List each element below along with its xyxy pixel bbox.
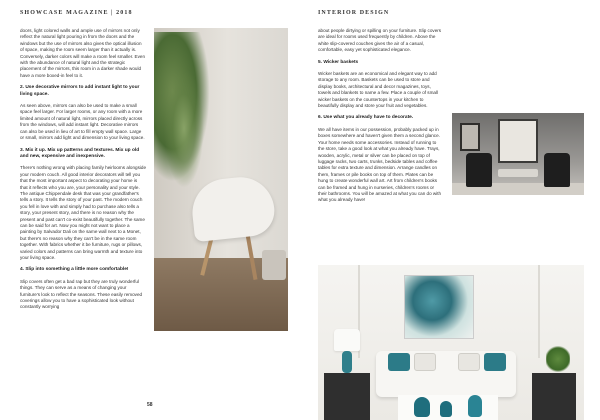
section-heading-5: 5. Wicker baskets — [318, 59, 359, 65]
paragraph: We all have items in our possession, probably packed up in boxes somewhere and haven't given them a second glance. Your home needs some accessories. Instead of running to the store, take a good look at what you already have. Trays, wooden, acrylic, metal or silver can be placed on top of luggage racks, two carts, trunks, bedside tables and coffee tables for extra texture and dimension. Arrange candles on them, frames or pile books on top of them. Plates can be hung to create wonderful wall art. Art from children's books can be framed and hung in nurseries, children's rooms or their bathrooms. You will be amazed at what you can do with what you already have! — [318, 126, 442, 203]
paragraph: As seen above, mirrors can also be used to make a small space feel larger. For larger rooms, or any room with a more limited amount of natural light, mirrors placed directly across from the windows, will add instant light. Decorative mirrors can also be used in lieu of art to fill empty wall space. Large or small, mirrors add light and dimension to your living space. — [20, 103, 145, 141]
paragraph: about people dirtying or spilling on your furniture. Slip covers are ideal for rooms used frequently by children. Above the white slip-covered couches gives the air of a casual, comfortable, easy yet sophisticated elegance. — [318, 28, 442, 53]
header-section-title: INTERIOR DESIGN — [318, 10, 390, 16]
section-heading-3: 3. Mix it up. Mix up patterns and textures. Mix up old and new, expensive and inexpensive. — [20, 147, 140, 159]
section-heading-2: 2. Use decorative mirrors to add instant light to your living space. — [20, 85, 140, 97]
right-text-column — [318, 28, 442, 210]
paragraph: Slip covers often get a bad rap but they are truly wonderful things. They can serve as a means of changing your furniture's look to reflect the seasons. These easily removed coverings allow you to have a sophisticated look without constantly worrying — [20, 278, 143, 310]
section-heading-6: 6. Use what you already have to decorate. — [318, 115, 414, 121]
dark-living-room-photo — [452, 113, 584, 195]
paragraph: There's nothing wrong with placing family heirlooms alongside your modern couch. All good interior decorators will tell you that the most important aspect to decorating your home is that it reflects who you are, your personality and your style. The antique Chippendale desk that was your grandfather's tells a story. It tells the story of your past. The modern couch you fell in love with and simply had to purchase also tells a story, your present story, and there is no reason why the present and past can't co-exist beautifully together. The same can be said for art. Now you might not want to place a painting by Salvador Dali on the same wall next to a Monet, but there's no reason why they can't be in the same room together. With fabrics whether it be furniture, rugs or pillows, varied colors and patterns can bring warmth and texture into your living space. — [20, 165, 146, 260]
left-text-column — [20, 28, 146, 317]
white-living-room-photo — [318, 265, 584, 420]
section-heading-4: 4. Slip into something a little more comfortable! — [20, 267, 129, 273]
page-number: 58 — [147, 402, 153, 408]
header-magazine-title: SHOWCASE MAGAZINE | 2018 — [20, 10, 133, 16]
white-chair-photo — [154, 28, 288, 331]
paragraph: Wicker baskets are an economical and elegant way to add storage to any room. Baskets can be used to store and display books, architectural and decor magazines, toys, towels and blankets to name a few. Place a couple of small wicker baskets on the countertops in your kitchen to beautifully display and store your fruit and vegetables. — [318, 71, 439, 109]
paragraph: doors, light colored walls and ample use of mirrors not only reflect the natural light pouring in from the doors and the windows but the use of mirrors also gives the optical illusion of space, making the room seem larger than it actually is. Conversely, darker colors will make a room feel smaller. Even with the abundance of natural light and the strategic placement of the mirrors, this room in a darker shade would have a more boxed-in feel to it. — [20, 28, 146, 78]
